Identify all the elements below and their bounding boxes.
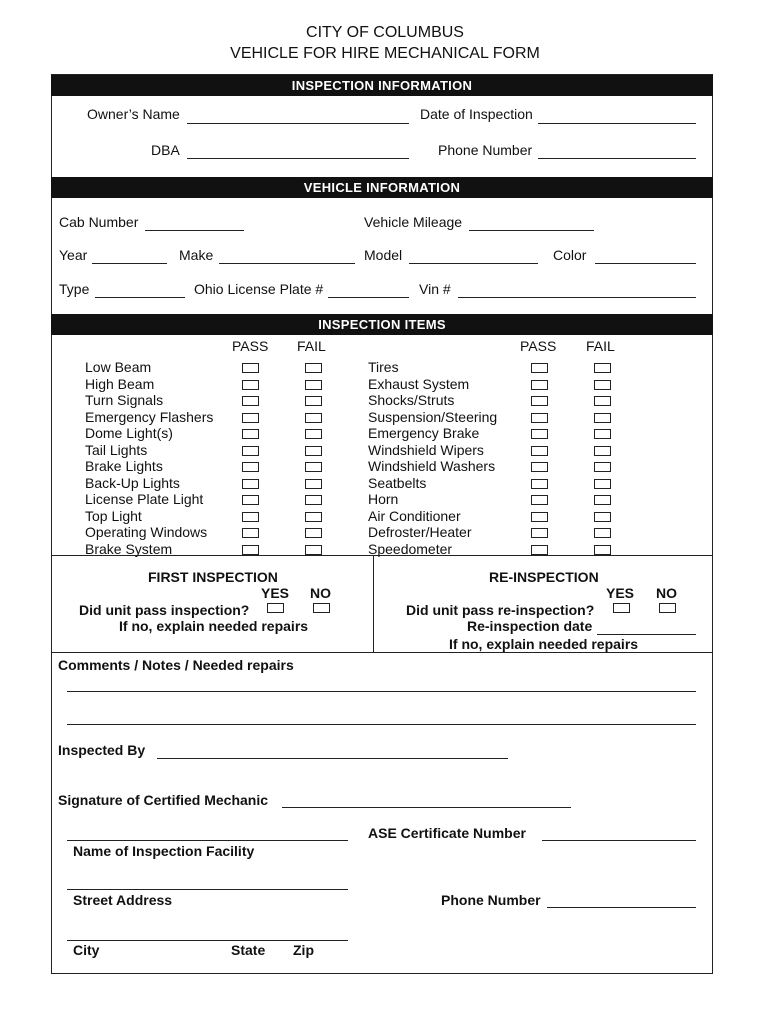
first-inspection-explain: If no, explain needed repairs [119, 618, 309, 634]
ohio-license-plate-label: Ohio License Plate # [194, 281, 324, 297]
comments-line-2[interactable] [67, 724, 696, 725]
zip-label: Zip [293, 942, 314, 958]
left-fail-header: FAIL [297, 338, 326, 354]
right-item-pass-checkbox[interactable] [531, 363, 548, 373]
comments-line-1[interactable] [67, 691, 696, 692]
inspection-facility-field[interactable] [67, 840, 348, 841]
left-item-label: Operating Windows [85, 524, 208, 540]
right-item-pass-checkbox[interactable] [531, 396, 548, 406]
right-item-pass-checkbox[interactable] [531, 380, 548, 390]
right-item-fail-checkbox[interactable] [594, 396, 611, 406]
inspection-items-header: INSPECTION ITEMS [51, 314, 713, 335]
left-item-pass-checkbox[interactable] [242, 413, 259, 423]
divider-comments-top [51, 652, 713, 653]
right-item-label: Exhaust System [368, 375, 470, 392]
first-inspection-no-label: NO [310, 585, 331, 601]
right-item-pass-checkbox[interactable] [531, 479, 548, 489]
phone-number-label: Phone Number [438, 142, 533, 158]
left-item-fail-checkbox[interactable] [305, 429, 322, 439]
right-item-fail-checkbox[interactable] [594, 462, 611, 472]
city-state-zip-field[interactable] [67, 940, 348, 941]
color-label: Color [553, 247, 587, 263]
owners-name-field[interactable] [187, 123, 409, 124]
re-inspection-yes-label: YES [606, 585, 635, 601]
left-item-fail-checkbox[interactable] [305, 446, 322, 456]
right-item-fail-checkbox[interactable] [594, 429, 611, 439]
first-inspection-no-checkbox[interactable] [313, 603, 330, 613]
left-pass-header: PASS [232, 338, 269, 354]
re-inspection-no-checkbox[interactable] [659, 603, 676, 613]
left-item-pass-checkbox[interactable] [242, 528, 259, 538]
street-address-field[interactable] [67, 889, 348, 890]
left-item-pass-checkbox[interactable] [242, 446, 259, 456]
left-item-pass-checkbox[interactable] [242, 462, 259, 472]
re-inspection-date-field[interactable] [597, 634, 696, 635]
form-title-line2: VEHICLE FOR HIRE MECHANICAL FORM [230, 45, 540, 62]
date-of-inspection-label: Date of Inspection [420, 106, 533, 122]
street-address-label: Street Address [73, 892, 173, 908]
right-item-pass-checkbox[interactable] [531, 512, 548, 522]
right-item-fail-checkbox[interactable] [594, 413, 611, 423]
left-item-label: Back-Up Lights [85, 474, 180, 491]
right-item-label: Shocks/Struts [368, 392, 455, 408]
type-field[interactable] [95, 297, 185, 298]
right-item-label: Windshield Washers [368, 458, 496, 474]
right-item-pass-checkbox[interactable] [531, 413, 548, 423]
make-field[interactable] [219, 263, 355, 264]
left-item-label: Dome Light(s) [85, 425, 173, 441]
phone-number-field[interactable] [538, 158, 696, 159]
left-item-fail-checkbox[interactable] [305, 495, 322, 505]
right-fail-header: FAIL [586, 338, 615, 354]
left-item-fail-checkbox[interactable] [305, 396, 322, 406]
right-item-fail-checkbox[interactable] [594, 495, 611, 505]
left-item-pass-checkbox[interactable] [242, 495, 259, 505]
color-field[interactable] [595, 263, 696, 264]
right-item-label: Speedometer [368, 540, 453, 557]
left-item-fail-checkbox[interactable] [305, 545, 322, 555]
make-label: Make [179, 247, 214, 263]
right-item-fail-checkbox[interactable] [594, 363, 611, 373]
right-item-pass-checkbox[interactable] [531, 429, 548, 439]
right-item-pass-checkbox[interactable] [531, 528, 548, 538]
state-label: State [231, 942, 266, 958]
form-title-line1: CITY OF COLUMBUS [306, 24, 464, 41]
vin-label: Vin # [419, 281, 451, 297]
re-inspection-yes-checkbox[interactable] [613, 603, 630, 613]
left-item-pass-checkbox[interactable] [242, 545, 259, 555]
left-item-label: Emergency Flashers [85, 408, 214, 425]
facility-phone-label: Phone Number [441, 892, 541, 908]
year-label: Year [59, 247, 88, 263]
first-inspection-title: FIRST INSPECTION [148, 569, 278, 585]
signature-label: Signature of Certified Mechanic [58, 792, 269, 808]
left-item-pass-checkbox[interactable] [242, 380, 259, 390]
re-inspection-question: Did unit pass re-inspection? [406, 602, 595, 618]
left-item-label: Brake Lights [85, 458, 163, 474]
vehicle-mileage-label: Vehicle Mileage [364, 214, 463, 230]
year-field[interactable] [92, 263, 167, 264]
left-item-pass-checkbox[interactable] [242, 363, 259, 373]
right-item-label: Defroster/Heater [368, 524, 472, 540]
divider-items-bottom [51, 555, 713, 556]
first-inspection-question: Did unit pass inspection? [79, 602, 250, 618]
left-item-fail-checkbox[interactable] [305, 363, 322, 373]
right-pass-header: PASS [520, 338, 557, 354]
left-item-label: Top Light [85, 507, 142, 524]
left-item-pass-checkbox[interactable] [242, 429, 259, 439]
right-item-label: Horn [368, 491, 399, 507]
cab-number-label: Cab Number [59, 214, 139, 230]
left-item-pass-checkbox[interactable] [242, 479, 259, 489]
first-inspection-yes-checkbox[interactable] [267, 603, 284, 613]
ase-certificate-label: ASE Certificate Number [368, 825, 526, 841]
cab-number-field[interactable] [145, 230, 244, 231]
left-item-label: Turn Signals [85, 392, 164, 408]
vehicle-information-header: VEHICLE INFORMATION [51, 177, 713, 198]
right-item-fail-checkbox[interactable] [594, 528, 611, 538]
signature-field[interactable] [282, 807, 571, 808]
owners-name-label: Owner’s Name [87, 106, 180, 122]
left-item-label: Brake System [85, 540, 173, 557]
left-item-label: High Beam [85, 375, 155, 392]
date-of-inspection-field[interactable] [538, 123, 696, 124]
inspection-information-header: INSPECTION INFORMATION [51, 75, 713, 96]
right-item-pass-checkbox[interactable] [531, 446, 548, 456]
re-inspection-explain: If no, explain needed repairs [449, 636, 639, 652]
inspected-by-label: Inspected By [58, 742, 146, 758]
facility-phone-field[interactable] [547, 907, 696, 908]
ase-certificate-field[interactable] [542, 840, 696, 841]
first-inspection-yes-label: YES [261, 585, 290, 601]
left-item-pass-checkbox[interactable] [242, 396, 259, 406]
right-item-pass-checkbox[interactable] [531, 462, 548, 472]
right-item-label: Tires [368, 359, 399, 375]
dba-label: DBA [151, 142, 180, 158]
right-item-label: Windshield Wipers [368, 441, 484, 458]
right-item-fail-checkbox[interactable] [594, 512, 611, 522]
left-item-label: Tail Lights [85, 441, 148, 458]
inspected-by-field[interactable] [157, 758, 508, 759]
right-item-fail-checkbox[interactable] [594, 446, 611, 456]
comments-label: Comments / Notes / Needed repairs [58, 657, 294, 673]
dba-field[interactable] [187, 158, 409, 159]
left-item-fail-checkbox[interactable] [305, 528, 322, 538]
right-item-label: Suspension/Steering [368, 408, 498, 425]
ohio-license-plate-field[interactable] [328, 297, 409, 298]
right-item-fail-checkbox[interactable] [594, 545, 611, 555]
vehicle-mileage-field[interactable] [469, 230, 594, 231]
right-item-fail-checkbox[interactable] [594, 479, 611, 489]
re-inspection-date-label: Re-inspection date [467, 618, 593, 634]
right-item-pass-checkbox[interactable] [531, 495, 548, 505]
re-inspection-title: RE-INSPECTION [489, 569, 599, 585]
vin-field[interactable] [458, 297, 696, 298]
city-label: City [73, 942, 100, 958]
inspection-facility-label: Name of Inspection Facility [73, 843, 255, 859]
left-item-label: Low Beam [85, 359, 152, 375]
right-item-label: Seatbelts [368, 474, 427, 491]
left-item-fail-checkbox[interactable] [305, 512, 322, 522]
type-label: Type [59, 281, 90, 297]
re-inspection-no-label: NO [656, 585, 677, 601]
left-item-fail-checkbox[interactable] [305, 479, 322, 489]
left-item-fail-checkbox[interactable] [305, 380, 322, 390]
left-item-fail-checkbox[interactable] [305, 462, 322, 472]
model-field[interactable] [409, 263, 538, 264]
right-item-pass-checkbox[interactable] [531, 545, 548, 555]
left-item-label: License Plate Light [85, 491, 204, 507]
left-item-fail-checkbox[interactable] [305, 413, 322, 423]
left-item-pass-checkbox[interactable] [242, 512, 259, 522]
right-item-label: Air Conditioner [368, 507, 461, 524]
divider-inspection-vertical [373, 555, 374, 652]
right-item-label: Emergency Brake [368, 425, 480, 441]
model-label: Model [364, 247, 403, 263]
right-item-fail-checkbox[interactable] [594, 380, 611, 390]
